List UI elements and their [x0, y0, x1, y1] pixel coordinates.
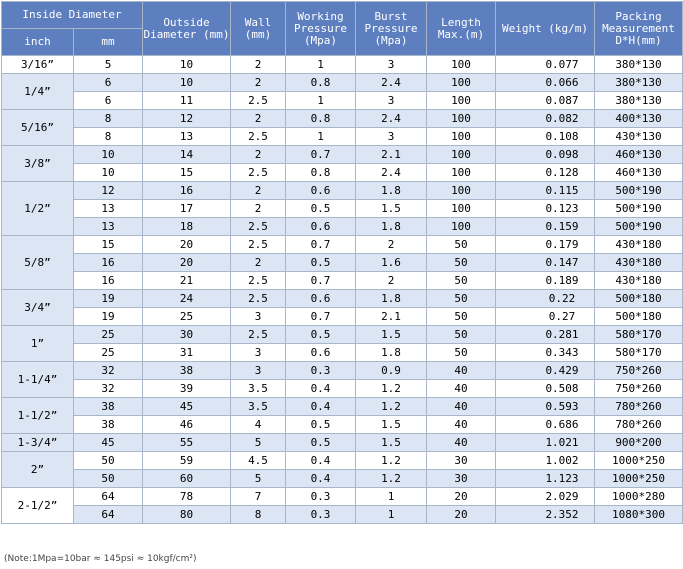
cell-packing: 430*180 — [595, 254, 683, 272]
cell-mm: 12 — [74, 182, 143, 200]
cell-packing: 780*260 — [595, 398, 683, 416]
cell-working-pressure: 0.7 — [286, 308, 356, 326]
cell-packing: 430*180 — [595, 236, 683, 254]
cell-outside-diameter: 39 — [143, 380, 231, 398]
cell-mm: 16 — [74, 272, 143, 290]
cell-burst-pressure: 1.8 — [356, 344, 427, 362]
cell-mm: 64 — [74, 506, 143, 524]
cell-wall: 5 — [231, 434, 286, 452]
cell-working-pressure: 0.6 — [286, 344, 356, 362]
cell-inch: 3/4” — [2, 290, 74, 326]
cell-working-pressure: 0.7 — [286, 236, 356, 254]
cell-length: 100 — [427, 146, 496, 164]
table-row — [2, 164, 683, 182]
cell-burst-pressure: 1.5 — [356, 200, 427, 218]
cell-outside-diameter: 60 — [143, 470, 231, 488]
cell-mm: 50 — [74, 470, 143, 488]
cell-packing: 580*170 — [595, 344, 683, 362]
cell-inch: 3/16” — [2, 56, 74, 74]
cell-outside-diameter: 10 — [143, 74, 231, 92]
cell-length: 100 — [427, 218, 496, 236]
cell-working-pressure: 0.4 — [286, 470, 356, 488]
header-mm: mm — [74, 29, 143, 56]
table-row — [2, 128, 683, 146]
cell-length: 40 — [427, 380, 496, 398]
table-row — [2, 416, 683, 434]
cell-weight: 1.002 — [496, 452, 595, 470]
cell-mm: 5 — [74, 56, 143, 74]
cell-inch: 1-1/4” — [2, 362, 74, 398]
cell-burst-pressure: 1.5 — [356, 416, 427, 434]
cell-burst-pressure: 2 — [356, 272, 427, 290]
cell-weight: 0.147 — [496, 254, 595, 272]
cell-packing: 1000*280 — [595, 488, 683, 506]
cell-packing: 430*130 — [595, 128, 683, 146]
cell-outside-diameter: 20 — [143, 254, 231, 272]
cell-weight: 2.029 — [496, 488, 595, 506]
cell-weight: 0.343 — [496, 344, 595, 362]
cell-length: 40 — [427, 398, 496, 416]
cell-outside-diameter: 38 — [143, 362, 231, 380]
cell-burst-pressure: 2.4 — [356, 110, 427, 128]
cell-burst-pressure: 2.1 — [356, 146, 427, 164]
cell-weight: 0.593 — [496, 398, 595, 416]
table-row — [2, 272, 683, 290]
cell-length: 100 — [427, 110, 496, 128]
cell-burst-pressure: 1.2 — [356, 380, 427, 398]
cell-packing: 500*180 — [595, 308, 683, 326]
cell-working-pressure: 0.3 — [286, 506, 356, 524]
cell-length: 50 — [427, 344, 496, 362]
cell-outside-diameter: 20 — [143, 236, 231, 254]
table-row — [2, 56, 683, 74]
cell-length: 40 — [427, 416, 496, 434]
cell-outside-diameter: 80 — [143, 506, 231, 524]
cell-weight: 0.098 — [496, 146, 595, 164]
cell-mm: 25 — [74, 344, 143, 362]
cell-wall: 2.5 — [231, 218, 286, 236]
cell-working-pressure: 0.4 — [286, 398, 356, 416]
cell-wall: 5 — [231, 470, 286, 488]
cell-weight: 0.066 — [496, 74, 595, 92]
cell-burst-pressure: 1.8 — [356, 290, 427, 308]
cell-mm: 25 — [74, 326, 143, 344]
cell-length: 40 — [427, 362, 496, 380]
cell-mm: 15 — [74, 236, 143, 254]
cell-outside-diameter: 14 — [143, 146, 231, 164]
cell-outside-diameter: 78 — [143, 488, 231, 506]
cell-length: 20 — [427, 506, 496, 524]
cell-burst-pressure: 1.5 — [356, 434, 427, 452]
cell-weight: 0.087 — [496, 92, 595, 110]
cell-wall: 2.5 — [231, 326, 286, 344]
table-row — [2, 92, 683, 110]
table-row — [2, 452, 683, 470]
cell-burst-pressure: 2.1 — [356, 308, 427, 326]
header-length: Length Max.(m) — [427, 2, 496, 56]
table-row — [2, 146, 683, 164]
cell-inch: 1/4” — [2, 74, 74, 110]
cell-weight: 0.27 — [496, 308, 595, 326]
cell-length: 50 — [427, 326, 496, 344]
cell-mm: 32 — [74, 362, 143, 380]
cell-outside-diameter: 59 — [143, 452, 231, 470]
table-row — [2, 74, 683, 92]
cell-working-pressure: 0.4 — [286, 452, 356, 470]
cell-mm: 6 — [74, 92, 143, 110]
cell-working-pressure: 0.8 — [286, 74, 356, 92]
cell-packing: 460*130 — [595, 164, 683, 182]
hose-spec-table — [1, 1, 683, 524]
cell-outside-diameter: 10 — [143, 56, 231, 74]
cell-packing: 380*130 — [595, 92, 683, 110]
cell-outside-diameter: 24 — [143, 290, 231, 308]
cell-mm: 19 — [74, 308, 143, 326]
cell-mm: 38 — [74, 416, 143, 434]
cell-length: 30 — [427, 470, 496, 488]
cell-weight: 0.123 — [496, 200, 595, 218]
table-row — [2, 344, 683, 362]
cell-outside-diameter: 13 — [143, 128, 231, 146]
cell-outside-diameter: 25 — [143, 308, 231, 326]
cell-working-pressure: 0.5 — [286, 326, 356, 344]
cell-weight: 1.123 — [496, 470, 595, 488]
cell-mm: 10 — [74, 146, 143, 164]
cell-length: 20 — [427, 488, 496, 506]
cell-wall: 7 — [231, 488, 286, 506]
header-outside-diameter: Outside Diameter (mm) — [143, 2, 231, 56]
cell-length: 50 — [427, 236, 496, 254]
cell-working-pressure: 0.7 — [286, 272, 356, 290]
table-header — [2, 2, 683, 56]
cell-wall: 4.5 — [231, 452, 286, 470]
cell-burst-pressure: 1.2 — [356, 452, 427, 470]
cell-inch: 5/8” — [2, 236, 74, 290]
cell-length: 100 — [427, 164, 496, 182]
cell-weight: 0.429 — [496, 362, 595, 380]
cell-working-pressure: 0.6 — [286, 218, 356, 236]
cell-inch: 3/8” — [2, 146, 74, 182]
cell-wall: 2 — [231, 182, 286, 200]
cell-wall: 2 — [231, 74, 286, 92]
cell-length: 100 — [427, 182, 496, 200]
cell-length: 50 — [427, 308, 496, 326]
table-row — [2, 236, 683, 254]
cell-working-pressure: 1 — [286, 92, 356, 110]
cell-weight: 1.021 — [496, 434, 595, 452]
cell-packing: 400*130 — [595, 110, 683, 128]
cell-working-pressure: 1 — [286, 128, 356, 146]
cell-packing: 500*190 — [595, 200, 683, 218]
cell-wall: 3 — [231, 308, 286, 326]
cell-mm: 13 — [74, 218, 143, 236]
table-row — [2, 182, 683, 200]
cell-wall: 8 — [231, 506, 286, 524]
cell-weight: 0.077 — [496, 56, 595, 74]
cell-packing: 460*130 — [595, 146, 683, 164]
cell-wall: 3.5 — [231, 398, 286, 416]
cell-inch: 5/16” — [2, 110, 74, 146]
cell-burst-pressure: 1.8 — [356, 182, 427, 200]
header-burst-pressure: Burst Pressure (Mpa) — [356, 2, 427, 56]
cell-outside-diameter: 16 — [143, 182, 231, 200]
cell-burst-pressure: 3 — [356, 92, 427, 110]
cell-packing: 750*260 — [595, 362, 683, 380]
table-row — [2, 200, 683, 218]
cell-weight: 0.179 — [496, 236, 595, 254]
table-row — [2, 326, 683, 344]
cell-mm: 8 — [74, 110, 143, 128]
table-row — [2, 218, 683, 236]
cell-inch: 1-3/4” — [2, 434, 74, 452]
cell-burst-pressure: 1 — [356, 506, 427, 524]
cell-wall: 3.5 — [231, 380, 286, 398]
conversion-note: (Note:1Mpa=10bar ≈ 145psi ≈ 10kgf/cm²) — [4, 554, 197, 564]
table-row — [2, 506, 683, 524]
cell-outside-diameter: 31 — [143, 344, 231, 362]
header-inside-diameter: Inside Diameter — [2, 2, 143, 29]
cell-weight: 0.22 — [496, 290, 595, 308]
cell-mm: 10 — [74, 164, 143, 182]
cell-packing: 1000*250 — [595, 470, 683, 488]
cell-wall: 2 — [231, 56, 286, 74]
cell-wall: 2 — [231, 110, 286, 128]
cell-working-pressure: 0.6 — [286, 182, 356, 200]
cell-burst-pressure: 1 — [356, 488, 427, 506]
cell-outside-diameter: 17 — [143, 200, 231, 218]
spec-table-container — [1, 1, 683, 524]
cell-length: 100 — [427, 74, 496, 92]
table-body — [2, 56, 683, 524]
cell-weight: 0.108 — [496, 128, 595, 146]
header-packing: Packing Measurement D*H(mm) — [595, 2, 683, 56]
cell-burst-pressure: 1.2 — [356, 470, 427, 488]
cell-wall: 4 — [231, 416, 286, 434]
table-row — [2, 470, 683, 488]
cell-mm: 6 — [74, 74, 143, 92]
cell-length: 40 — [427, 434, 496, 452]
cell-outside-diameter: 45 — [143, 398, 231, 416]
cell-weight: 0.189 — [496, 272, 595, 290]
cell-length: 100 — [427, 128, 496, 146]
cell-burst-pressure: 2.4 — [356, 74, 427, 92]
cell-working-pressure: 0.8 — [286, 110, 356, 128]
cell-working-pressure: 0.5 — [286, 200, 356, 218]
cell-mm: 19 — [74, 290, 143, 308]
cell-length: 100 — [427, 56, 496, 74]
cell-burst-pressure: 0.9 — [356, 362, 427, 380]
header-inch: inch — [2, 29, 74, 56]
cell-mm: 45 — [74, 434, 143, 452]
cell-working-pressure: 0.8 — [286, 164, 356, 182]
cell-mm: 64 — [74, 488, 143, 506]
cell-wall: 3 — [231, 362, 286, 380]
cell-wall: 2 — [231, 200, 286, 218]
cell-packing: 750*260 — [595, 380, 683, 398]
cell-inch: 2-1/2” — [2, 488, 74, 524]
cell-weight: 0.082 — [496, 110, 595, 128]
cell-weight: 0.115 — [496, 182, 595, 200]
cell-wall: 2.5 — [231, 128, 286, 146]
table-row — [2, 380, 683, 398]
cell-weight: 0.281 — [496, 326, 595, 344]
cell-inch: 1-1/2” — [2, 398, 74, 434]
cell-outside-diameter: 18 — [143, 218, 231, 236]
table-row — [2, 362, 683, 380]
cell-packing: 900*200 — [595, 434, 683, 452]
cell-packing: 780*260 — [595, 416, 683, 434]
cell-packing: 430*180 — [595, 272, 683, 290]
cell-burst-pressure: 2 — [356, 236, 427, 254]
cell-length: 100 — [427, 92, 496, 110]
cell-outside-diameter: 55 — [143, 434, 231, 452]
cell-weight: 0.159 — [496, 218, 595, 236]
cell-working-pressure: 0.5 — [286, 254, 356, 272]
cell-working-pressure: 0.6 — [286, 290, 356, 308]
cell-mm: 8 — [74, 128, 143, 146]
cell-burst-pressure: 3 — [356, 56, 427, 74]
cell-packing: 1080*300 — [595, 506, 683, 524]
cell-mm: 32 — [74, 380, 143, 398]
cell-working-pressure: 0.5 — [286, 434, 356, 452]
cell-wall: 3 — [231, 344, 286, 362]
cell-wall: 2.5 — [231, 92, 286, 110]
cell-working-pressure: 1 — [286, 56, 356, 74]
cell-length: 50 — [427, 254, 496, 272]
cell-packing: 1000*250 — [595, 452, 683, 470]
cell-burst-pressure: 1.8 — [356, 218, 427, 236]
cell-weight: 0.128 — [496, 164, 595, 182]
table-row — [2, 488, 683, 506]
cell-weight: 2.352 — [496, 506, 595, 524]
cell-packing: 500*190 — [595, 182, 683, 200]
cell-length: 50 — [427, 290, 496, 308]
cell-outside-diameter: 15 — [143, 164, 231, 182]
cell-wall: 2.5 — [231, 236, 286, 254]
cell-working-pressure: 0.4 — [286, 380, 356, 398]
cell-burst-pressure: 1.6 — [356, 254, 427, 272]
cell-burst-pressure: 1.5 — [356, 326, 427, 344]
header-weight: Weight (kg/m) — [496, 2, 595, 56]
table-row — [2, 308, 683, 326]
cell-outside-diameter: 46 — [143, 416, 231, 434]
cell-weight: 0.508 — [496, 380, 595, 398]
cell-outside-diameter: 11 — [143, 92, 231, 110]
cell-packing: 580*170 — [595, 326, 683, 344]
cell-inch: 2” — [2, 452, 74, 488]
cell-mm: 16 — [74, 254, 143, 272]
cell-inch: 1/2” — [2, 182, 74, 236]
cell-working-pressure: 0.3 — [286, 362, 356, 380]
table-row — [2, 110, 683, 128]
cell-mm: 38 — [74, 398, 143, 416]
table-row — [2, 290, 683, 308]
cell-inch: 1” — [2, 326, 74, 362]
header-wall: Wall (mm) — [231, 2, 286, 56]
cell-wall: 2 — [231, 146, 286, 164]
cell-working-pressure: 0.5 — [286, 416, 356, 434]
cell-burst-pressure: 1.2 — [356, 398, 427, 416]
cell-outside-diameter: 30 — [143, 326, 231, 344]
cell-packing: 500*190 — [595, 218, 683, 236]
cell-length: 50 — [427, 272, 496, 290]
cell-working-pressure: 0.7 — [286, 146, 356, 164]
cell-mm: 50 — [74, 452, 143, 470]
cell-packing: 500*180 — [595, 290, 683, 308]
cell-length: 30 — [427, 452, 496, 470]
cell-outside-diameter: 12 — [143, 110, 231, 128]
table-row — [2, 434, 683, 452]
table-row — [2, 254, 683, 272]
cell-working-pressure: 0.3 — [286, 488, 356, 506]
cell-wall: 2.5 — [231, 290, 286, 308]
cell-packing: 380*130 — [595, 74, 683, 92]
cell-weight: 0.686 — [496, 416, 595, 434]
cell-length: 100 — [427, 200, 496, 218]
cell-packing: 380*130 — [595, 56, 683, 74]
cell-burst-pressure: 2.4 — [356, 164, 427, 182]
cell-burst-pressure: 3 — [356, 128, 427, 146]
cell-wall: 2.5 — [231, 272, 286, 290]
cell-wall: 2 — [231, 254, 286, 272]
header-working-pressure: Working Pressure (Mpa) — [286, 2, 356, 56]
cell-outside-diameter: 21 — [143, 272, 231, 290]
cell-mm: 13 — [74, 200, 143, 218]
cell-wall: 2.5 — [231, 164, 286, 182]
table-row — [2, 398, 683, 416]
